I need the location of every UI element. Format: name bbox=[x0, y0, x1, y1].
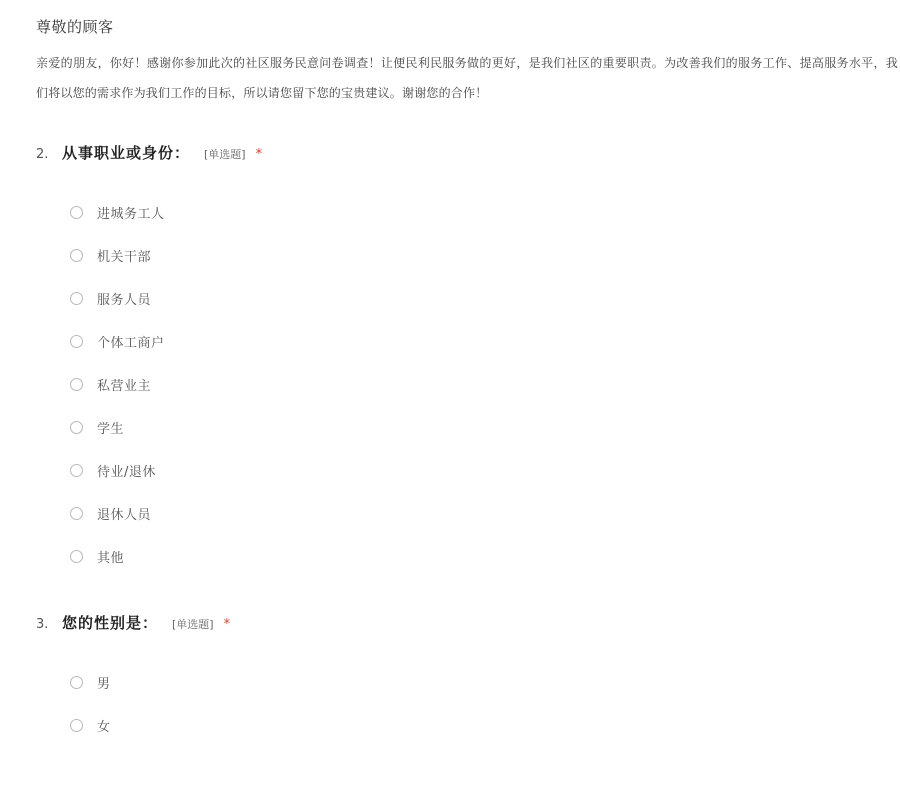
option-row[interactable] bbox=[70, 277, 900, 320]
question-type-tag-2: [单选题] bbox=[204, 148, 246, 161]
question-block-2 bbox=[0, 142, 900, 578]
question-required-marker-3: * bbox=[223, 617, 231, 632]
question-header-3 bbox=[36, 612, 900, 633]
option-label[interactable]: 女 bbox=[97, 720, 111, 735]
option-label[interactable]: 其他 bbox=[97, 551, 125, 566]
radio-icon[interactable] bbox=[70, 719, 83, 732]
option-label[interactable]: 待业/退休 bbox=[97, 465, 156, 480]
radio-icon[interactable] bbox=[70, 507, 83, 520]
radio-icon[interactable] bbox=[70, 676, 83, 689]
option-row[interactable] bbox=[70, 704, 900, 747]
question-index-3: 3. bbox=[36, 617, 49, 632]
option-row[interactable] bbox=[70, 320, 900, 363]
option-label[interactable]: 机关干部 bbox=[97, 250, 152, 265]
survey-intro-text: 亲爱的朋友，你好！感谢你参加此次的社区服务民意问卷调查！让便民利民服务做的更好，是我们社区的重要职责。为改善我们的服务工作、提高服务水平，我们将以您的需求作为我们工作的目标，所以请您留下您的宝贵建议。谢谢您的合作！ bbox=[36, 56, 898, 100]
option-row[interactable] bbox=[70, 535, 900, 578]
question-header-2 bbox=[36, 142, 900, 163]
options-list-3 bbox=[36, 661, 900, 747]
question-title-2: 从事职业或身份： bbox=[62, 144, 191, 162]
question-required-marker-2: * bbox=[255, 147, 263, 162]
radio-icon[interactable] bbox=[70, 335, 83, 348]
options-list-2 bbox=[36, 191, 900, 578]
option-row[interactable] bbox=[70, 449, 900, 492]
radio-icon[interactable] bbox=[70, 464, 83, 477]
question-block-3 bbox=[0, 612, 900, 747]
option-row[interactable] bbox=[70, 492, 900, 535]
option-label[interactable]: 个体工商户 bbox=[97, 336, 165, 351]
option-label[interactable]: 学生 bbox=[97, 422, 125, 437]
option-row[interactable] bbox=[70, 191, 900, 234]
radio-icon[interactable] bbox=[70, 378, 83, 391]
option-label[interactable]: 退休人员 bbox=[97, 508, 152, 523]
survey-intro bbox=[0, 38, 900, 108]
question-type-tag-3: [单选题] bbox=[172, 618, 214, 631]
option-row[interactable] bbox=[70, 234, 900, 277]
radio-icon[interactable] bbox=[70, 550, 83, 563]
radio-icon[interactable] bbox=[70, 206, 83, 219]
option-label[interactable]: 男 bbox=[97, 677, 111, 692]
page-title: 尊敬的顾客 bbox=[36, 18, 114, 36]
radio-icon[interactable] bbox=[70, 249, 83, 262]
option-row[interactable] bbox=[70, 661, 900, 704]
radio-icon[interactable] bbox=[70, 421, 83, 434]
question-title-3: 您的性别是： bbox=[62, 614, 159, 632]
radio-icon[interactable] bbox=[70, 292, 83, 305]
option-label[interactable]: 私营业主 bbox=[97, 379, 152, 394]
option-label[interactable]: 服务人员 bbox=[97, 293, 152, 308]
option-row[interactable] bbox=[70, 363, 900, 406]
option-label[interactable]: 进城务工人 bbox=[97, 207, 165, 222]
question-index-2: 2. bbox=[36, 147, 49, 162]
option-row[interactable] bbox=[70, 406, 900, 449]
